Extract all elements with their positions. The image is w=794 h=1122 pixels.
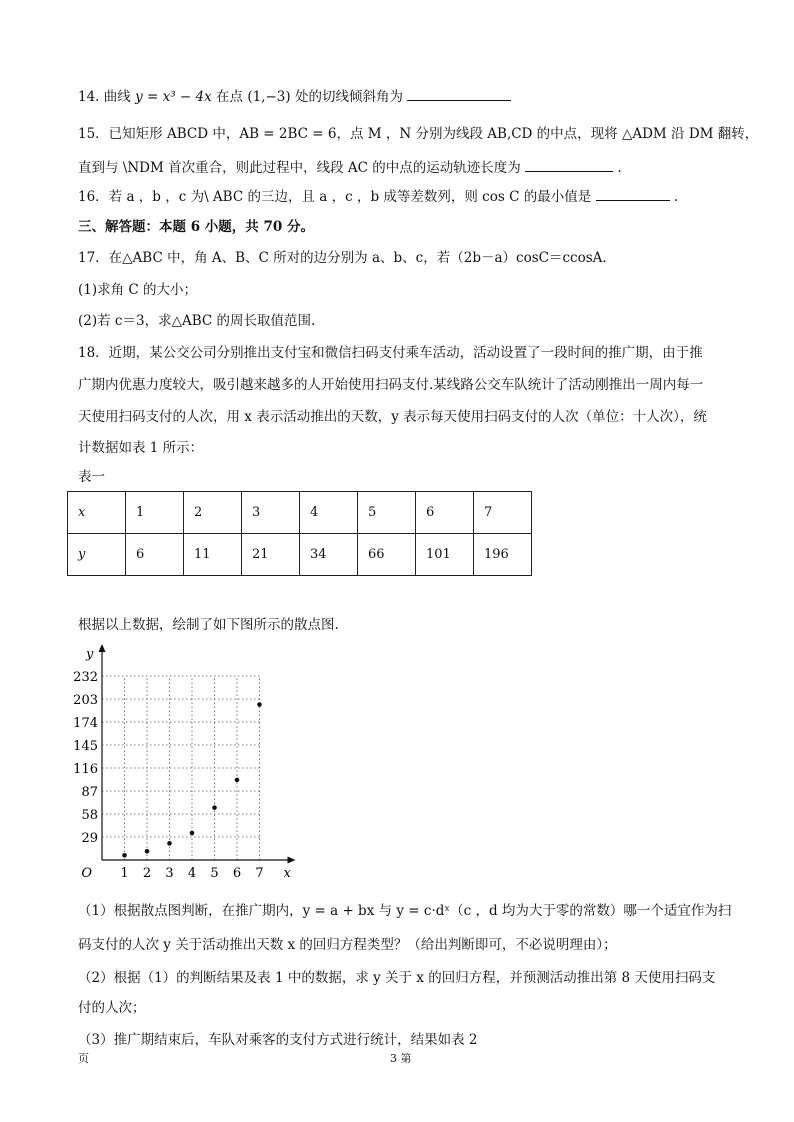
y-axis-label: y xyxy=(86,647,94,662)
table-caption: 表一 xyxy=(78,469,105,485)
q15-line2 xyxy=(78,157,622,178)
table-cell: 1 xyxy=(126,492,184,534)
table-cell: 21 xyxy=(242,534,300,576)
data-point xyxy=(122,853,127,858)
table-row-y xyxy=(68,534,532,576)
x-tick-label: 5 xyxy=(210,866,219,880)
table-cell: 2 xyxy=(184,492,242,534)
question-14 xyxy=(78,86,511,107)
answer-blank[interactable] xyxy=(407,86,511,101)
q16-text: 16．若 a ，b ，c 为\ ABC 的三边，且 a ，c ，b 成等差数列，则 cos C 的最小值是 xyxy=(78,189,592,205)
data-point xyxy=(257,702,262,707)
answer-blank[interactable] xyxy=(525,157,613,172)
q17-part1: (1)求角 C 的大小； xyxy=(78,282,198,298)
q18-line3: 天使用扫码支付的人次，用 x 表示活动推出的天数，y 表示每天使用扫码支付的人次（单位：十人次），统 xyxy=(78,409,707,425)
q14-number: 14. xyxy=(78,89,100,105)
table-cell: 5 xyxy=(358,492,416,534)
scatter-plot xyxy=(60,640,310,880)
data-table xyxy=(67,491,532,576)
y-tick-label: 174 xyxy=(73,716,98,731)
q15-line2-end: . xyxy=(617,160,622,176)
q18-line4: 计数据如表 1 所示： xyxy=(78,440,204,456)
footer-page: 3 第 xyxy=(390,1052,412,1065)
q18-sub1-line1: （1）根据散点图判断，在推广期内，y = a + bx 与 y = c·dˣ（c ，d 均为大于零的常数）哪一个适宜作为扫 xyxy=(78,903,732,919)
q18-sub3-line1: （3）推广期结束后，车队对乘客的支付方式进行统计，结果如表 2 xyxy=(78,1032,478,1048)
q15-line2-text: 直到与 \NDM 首次重合，则此过程中，线段 AC 的中点的运动轨迹长度为 xyxy=(78,160,521,176)
table-cell: 11 xyxy=(184,534,242,576)
table-row-x xyxy=(68,492,532,534)
data-point xyxy=(190,831,195,836)
data-point xyxy=(235,778,240,783)
x-tick-label: 7 xyxy=(255,866,264,880)
data-point xyxy=(167,841,172,846)
q14-formula: y = x³ − 4x xyxy=(135,89,212,105)
x-tick-label: 1 xyxy=(120,866,129,880)
q14-text-a: 曲线 xyxy=(103,89,131,105)
x-tick-label: 4 xyxy=(187,866,197,880)
table-cell: 4 xyxy=(300,492,358,534)
x-axis-arrow xyxy=(288,857,296,864)
table-header-y: y xyxy=(68,534,126,576)
q14-point: (1,−3) xyxy=(247,89,291,105)
data-point xyxy=(145,849,150,854)
table-cell: 101 xyxy=(416,534,474,576)
y-tick-label: 87 xyxy=(81,785,98,800)
data-point xyxy=(212,805,217,810)
y-tick-label: 116 xyxy=(73,762,98,777)
q17-part2: (2)若 c＝3，求△ABC 的周长取值范围. xyxy=(78,313,316,329)
question-16 xyxy=(78,186,678,207)
q17-line1: 17．在△ABC 中，角 A、B、C 所对的边分别为 a、b、c，若（2b－a）cosC＝ccosA． xyxy=(78,250,616,266)
q18-line2: 广期内优惠力度较大，吸引越来越多的人开始使用扫码支付.某线路公交车队统计了活动刚推出一周内每一 xyxy=(78,377,704,393)
q18-sub1-line2: 码支付的人次 y 关于活动推出天数 x 的回归方程类型？（给出判断即可，不必说明理由）； xyxy=(78,937,617,953)
y-tick-label: 145 xyxy=(73,739,98,754)
q18-sub2-line1: （2）根据（1）的判断结果及表 1 中的数据，求 y 关于 x 的回归方程，并预测活动推出第 8 天使用扫码支 xyxy=(78,970,716,986)
table-header-x: x xyxy=(68,492,126,534)
x-tick-label: 6 xyxy=(232,866,242,880)
q14-text-c: 处的切线倾斜角为 xyxy=(294,89,403,105)
y-axis-arrow xyxy=(99,644,106,652)
table-cell: 6 xyxy=(416,492,474,534)
table-cell: 6 xyxy=(126,534,184,576)
table-cell: 66 xyxy=(358,534,416,576)
table-cell: 34 xyxy=(300,534,358,576)
q16-end: . xyxy=(673,189,679,205)
y-tick-label: 232 xyxy=(73,670,98,685)
y-tick-label: 58 xyxy=(81,808,98,823)
section-heading: 三、解答题：本题 6 小题，共 70 分。 xyxy=(78,219,314,235)
q18-line1: 18．近期，某公交公司分别推出支付宝和微信扫码支付乘车活动，活动设置了一段时间的推广期，由于推 xyxy=(78,345,703,361)
origin-label: O xyxy=(81,866,92,880)
answer-blank[interactable] xyxy=(596,186,670,201)
footer-left: 页 xyxy=(78,1052,89,1065)
x-tick-label: 2 xyxy=(142,866,152,880)
y-tick-label: 29 xyxy=(81,831,98,846)
scatter-intro: 根据以上数据，绘制了如下图所示的散点图. xyxy=(78,617,339,633)
x-axis-label: x xyxy=(283,866,291,880)
q15-line1: 15．已知矩形 ABCD 中，AB = 2BC = 6，点 M ，N 分别为线段 AB,CD 的中点，现将 △ADM 沿 DM 翻转， xyxy=(78,126,759,142)
table-cell: 196 xyxy=(474,534,532,576)
x-tick-label: 3 xyxy=(165,866,174,880)
q14-text-b: 在点 xyxy=(216,89,244,105)
q18-sub2-line2: 付的人次； xyxy=(78,1000,146,1016)
table-cell: 7 xyxy=(474,492,532,534)
y-tick-label: 203 xyxy=(73,693,98,708)
table-cell: 3 xyxy=(242,492,300,534)
